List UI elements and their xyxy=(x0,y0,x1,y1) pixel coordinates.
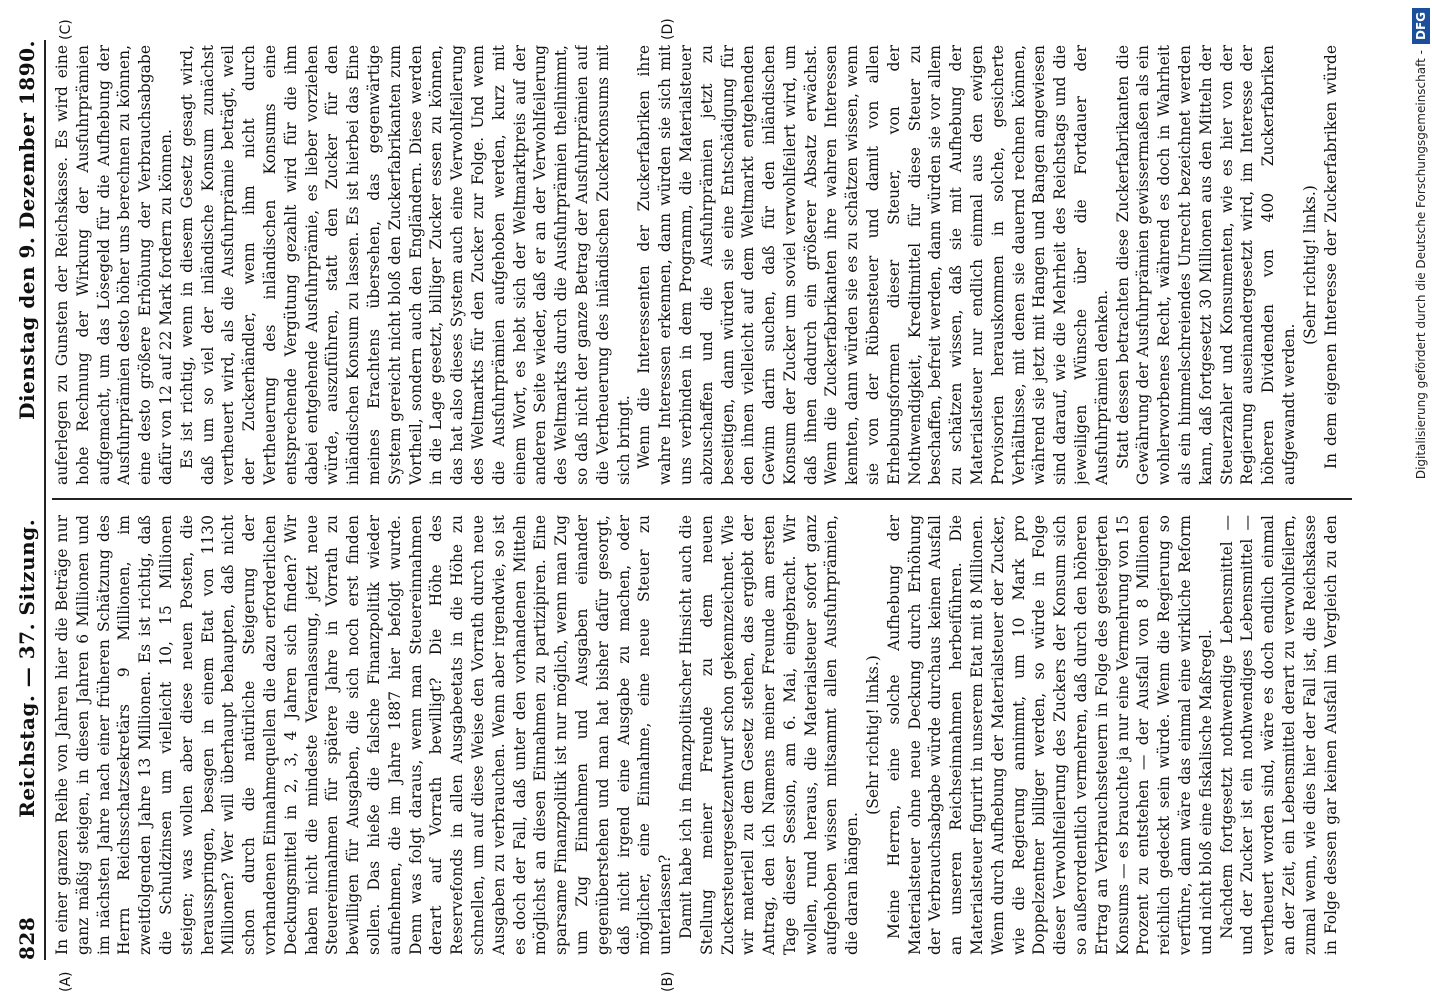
right-paragraph-5: In dem eigenen Interesse der Zuckerfabriken würde xyxy=(1321,45,1340,469)
margin-marker-a: (A) xyxy=(58,971,74,992)
left-paragraph-4: Nachdem fortgesetzt nothwendige Lebensmittel — und der Zucker ist ein nothwendiges Lebensmittel — vertheuert worden sind, wäre es doch endlich einmal an der Zeit, ein Lebensmittel derart zu verwohlfeilern, zumal wenn, wie dies hier der Fall ist, die Reichskasse in Folge dessen gar keinen Ausfall im Vergleich zu den xyxy=(1217,515,1340,955)
margin-marker-d: (D) xyxy=(660,18,676,40)
right-applause: (Sehr richtig! links.) xyxy=(1300,185,1319,345)
header-right-title: Dienstag den 9. Dezember 1890. xyxy=(15,40,39,420)
header-rule xyxy=(44,40,46,960)
left-paragraph-2: Damit habe ich in finanzpolitischer Hinsicht auch die Stellung meiner Freunde zu dem neuen Zuckersteuergesetzentwurf schon gekennzeichnet. Wie wir materiell zu dem Gesetz stehen, das ergiebt der Antrag, den ich Namens meiner Freunde am ersten Tage dieser Session, am 6. Mai, eingebracht. Wir wollen, rund heraus, die Materialsteuer sofort ganz aufgehoben wissen mitsammt allen Ausfuhrprämien, die daran hängen. xyxy=(676,515,862,955)
page-header xyxy=(12,40,42,960)
margin-marker-c: (C) xyxy=(58,19,74,40)
left-paragraph-1: In einer ganzen Reihe von Jahren hier die Beträge nur ganz mäßig steigen, in diesen Jahren 6 Millionen und im nächsten Jahre nach einer früheren Schätzung des Herrn Reichsschatzsekretärs 9 Millionen, im zweitfolgenden Jahre 13 Millionen. Es ist richtig, daß die Schuldzinsen um vielleicht 10, 15 Millionen steigen; was wollen aber diese neuen Posten, die herausspringen, besagen in einem Etat von 1130 Millionen? Wer will überhaupt behaupten, daß nicht schon durch die natürliche Steigerung der vorhandenen Einnahmequellen die dazu erforderlichen Deckungsmittel in 2, 3, 4 Jahren sich finden? Wir haben nicht die mindeste Veranlassung, jetzt neue Steuereinnahmen für spätere Jahre in Vorrath zu bewilligen für Ausgaben, die sich noch erst finden sollen. Das hieße die falsche Finanzpolitik wieder aufnehmen, die im Jahre 1887 hier befolgt wurde. Denn was folgt daraus, wenn man Steuereinnahmen derart auf Vorrath bewilligt? Die Höhe des Reservefonds in allen Ausgabeetats in die Höhe zu schnellen, um auf diese Weise den Vorrath durch neue Ausgaben zu verbrauchen. Wenn aber irgendwie, so ist es doch der Fall, daß unter den vorhandenen Mitteln möglichst an diesen Einnahmen zu partizipiren. Eine sparsame Finanzpolitik ist nur möglich, wenn man Zug um Zug Einnahmen und Ausgaben einander gegenüberstehen und man hat bisher dafür gesorgt, daß nicht irgend eine Ausgabe zu machen, oder möglicher, eine Einnahme, eine neue Steuer zu unterlassen? xyxy=(53,515,675,955)
dfg-logo: DFG xyxy=(1412,8,1430,44)
header-left-title: Reichstag. — 37. Sitzung. xyxy=(15,518,39,818)
credit-text: Digitalisierung gefördert durch die Deutsche Forschungsgemeinschaft - xyxy=(1414,50,1428,480)
digitization-credit xyxy=(1412,8,1430,992)
left-paragraph-3: Meine Herren, eine solche Aufhebung der Materialsteuer ohne neue Deckung durch Erhöhung der Verbrauchsabgabe würde durchaus keinen Ausfall an unseren Reichseinnahmen herbeiführen. Die Materialsteuer figurirt in unserem Etat mit 8 Millionen. Wenn durch Aufhebung der Materialsteuer der Zucker, wie die Regierung annimmt, um 10 Mark pro Doppelzentner billiger werden, so würde in Folge dieser Verwohlfeilerung des Zuckers der Konsum sich so außerordentlich vermehren, daß durch den höheren Ertrag an Verbrauchssteuern in Folge des gesteigerten Konsums — es brauchte ja nur eine Vermehrung von 15 Prozent zu entstehen — der Ausfall von 8 Millionen reichlich gedeckt sein würde. Wenn die Regierung so verführe, dann wäre das einmal eine wirkliche Reform und nicht bloß eine fiskalische Maßregel. xyxy=(884,515,1215,955)
left-column xyxy=(52,515,1342,955)
page-number: 828 xyxy=(15,916,39,960)
left-applause: (Sehr richtig! links.) xyxy=(864,655,883,815)
column-divider xyxy=(52,498,1352,500)
right-paragraph-2: Es ist richtig, wenn in diesem Gesetz gesagt wird, daß um so viel der inländische Konsum zunächst vertheuert wird, als die Ausfuhrprämie beträgt, weil der Zuckerhändler, wenn ihm nicht durch Vertheuerung des inländischen Konsums eine entsprechende Vergütung gezahlt wird für die ihm dabei entgehende Ausfuhrprämie, es lieber vorziehen würde, auszuführen, statt den Zucker für den inländischen Konsum zu lassen. Es ist hierbei das Eine meines Erachtens übersehen, das gegenwärtige System gereicht nicht bloß den Zuckerfabrikanten zum Vortheil, sondern auch den Engländern. Diese werden in die Lage gesetzt, billiger Zucker essen zu können, das hat also dieses System auch eine Verwohlfeilerung des Weltmarkts für den Zucker zur Folge. Und wenn die Ausfuhrprämien aufgehoben werden, kurz mit einem Wort, es hebt sich der Weltmarktpreis auf der anderen Seite wieder, daß er an der Verwohlfeilerung des Weltmarkts durch die Ausfuhrprämien theilnimmt, so daß nicht der ganze Betrag der Ausfuhrprämien auf die Vertheuerung des inländischen Zuckerkonsums mit sich bringt. xyxy=(177,45,633,485)
right-column xyxy=(52,45,1342,485)
margin-marker-b: (B) xyxy=(660,971,676,992)
right-paragraph-4: Statt dessen betrachten diese Zuckerfabrikanten die Gewährung der Ausfuhrprämien gewissermaßen als ein wohlerworbenes Recht, während es doch in Wahrheit als ein himmelschreiendes Unrecht bezeichnet werden kann, daß fortgesetzt 30 Millionen aus den Mitteln der Steuerzahler und Konsumenten, wie es hier von der Regierung auseinandergesetzt wird, im Interesse der höheren Dividenden von 400 Zuckerfabriken aufgewandt werden. xyxy=(1113,45,1299,485)
right-paragraph-3: Wenn die Interessenten der Zuckerfabriken ihre wahre Interessen erkennen, dann würden sie sich mit uns verbinden in dem Programm, die Materialsteuer abzuschaffen und die Ausfuhrprämien jetzt zu beseitigen, dann würden sie eine Entschädigung für den ihnen vielleicht auf dem Weltmarkt entgehenden Gewinn darin suchen, daß für den inländischen Konsum der Zucker um soviel verwohlfeilert wird, um daß ihnen dadurch ein größerer Absatz erwächst. Wenn die Zuckerfabrikanten ihre wahren Interessen kennten, dann würden sie es zu schätzen wissen, wenn sie von der Rübensteuer und damit von allen Erhebungsformen dieser Steuer, von der Nothwendigkeit, Kreditmittel für diese Steuer zu beschaffen, befreit werden, dann würden sie vor allem zu schätzen wissen, daß sie mit Aufhebung der Materialsteuer nur endlich einmal aus den ewigen Provisorien herauskommen in solche, gesicherte Verhältnisse, mit denen sie dauernd rechnen können, während sie jetzt mit Hangen und Bangen angewiesen sind darauf, wie die Mehrheit des Reichstags und die jeweiligen Wünsche über die Fortdauer der Ausfuhrprämien denken. xyxy=(635,45,1111,485)
right-paragraph-1: auferlegen zu Gunsten der Reichskasse. Es wird eine hohe Rechnung der Wirkung der Ausfuhrprämien aufgemacht, um das Lösegeld für die Aufhebung der Ausfuhrprämien desto höher uns berechnen zu können, eine desto größere Erhöhung der Verbrauchsabgabe dafür von 12 auf 22 Mark fordern zu können. xyxy=(53,45,175,485)
